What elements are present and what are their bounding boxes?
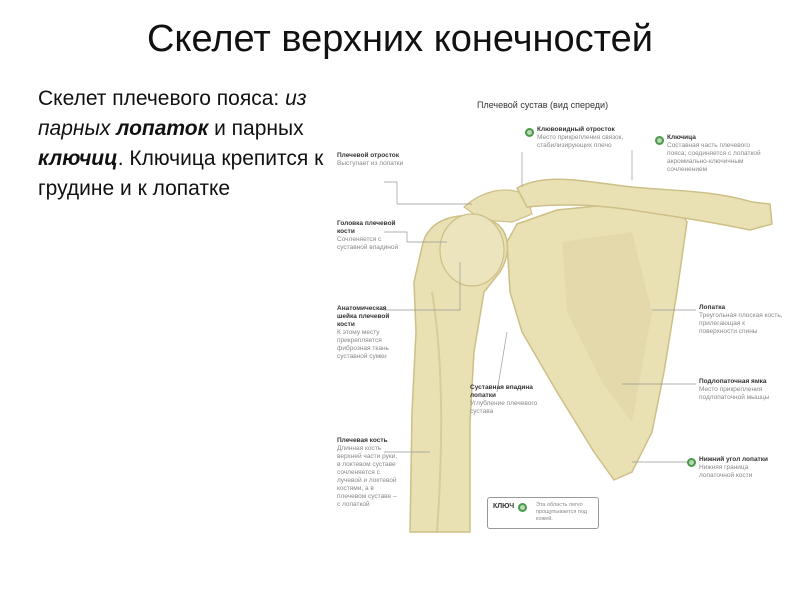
figure-title: Плечевой сустав (вид спереди) xyxy=(477,100,609,110)
label-humeral-head-head: Головка плечевой кости xyxy=(337,220,396,235)
label-subscapular-fossa xyxy=(699,378,784,402)
label-inferior-angle-head: Нижний угол лопатки xyxy=(699,456,768,463)
term-scapula: лопаток xyxy=(116,117,209,140)
text-part: . Ключица крепится к грудине и к лопатке xyxy=(38,147,324,200)
label-anatomical-neck-head: Анатомическая шейка плечевой кости xyxy=(337,305,390,328)
label-anatomical-neck-desc: К этому месту прикрепляется фиброзная ткань суставной сумки xyxy=(337,329,389,360)
label-humeral-head xyxy=(337,220,407,252)
text-emphasis: из парных xyxy=(38,87,307,140)
marker-icon xyxy=(525,128,534,137)
label-acromion xyxy=(337,152,407,168)
label-subscapular-fossa-head: Подлопаточная ямка xyxy=(699,378,767,385)
label-humeral-head-desc: Сочленяется с суставной впадиной xyxy=(337,236,399,251)
label-clavicle-desc: Составная часть плечевого пояса; соединяется с лопаткой акромиально-ключичным сочленением xyxy=(667,142,761,173)
label-glenoid-head: Суставная впадина лопатки xyxy=(470,384,533,399)
label-inferior-angle-desc: Нижняя граница лопаточной кости xyxy=(699,464,753,479)
label-acromion-head: Плечевой отросток xyxy=(337,152,400,159)
slide-title: Скелет верхних конечностей xyxy=(146,18,654,60)
label-anatomical-neck xyxy=(337,305,407,361)
legend-key-label: КЛЮЧ xyxy=(493,503,515,510)
term-clavicle: ключиц xyxy=(38,147,118,170)
marker-icon xyxy=(518,503,527,512)
label-scapula-desc: Треугольная плоская кость, прилегающая к поверхности спины xyxy=(699,312,783,335)
label-humerus xyxy=(337,437,399,509)
label-acromion-desc: Выступает из лопатки xyxy=(337,160,404,167)
legend-key-desc: Эта область легко прощупывается под кожей. xyxy=(536,502,587,522)
label-clavicle-head: Ключица xyxy=(667,134,696,141)
marker-icon xyxy=(687,458,696,467)
shoulder-joint-figure xyxy=(332,92,792,552)
label-humerus-desc: Длинная кость верхней части руки, в локтевом суставе сочленяется с лучевой и локтевой костями, а в плечевом суставе – с лопаткой xyxy=(337,445,398,508)
label-glenoid xyxy=(470,384,540,416)
text-part: и парных xyxy=(208,117,304,140)
label-humerus-head: Плечевая кость xyxy=(337,437,388,444)
text-part: Скелет плечевого пояса: xyxy=(38,87,286,110)
label-inferior-angle xyxy=(699,456,784,480)
label-coracoid-head: Клювовидный отросток xyxy=(537,126,615,133)
humeral-head-shape xyxy=(440,214,504,286)
label-coracoid xyxy=(537,126,632,150)
label-glenoid-desc: Углубление плечевого сустава xyxy=(470,400,538,415)
label-clavicle xyxy=(667,134,762,174)
label-scapula xyxy=(699,304,784,336)
label-scapula-head: Лопатка xyxy=(699,304,726,311)
body-text xyxy=(38,84,328,204)
marker-icon xyxy=(655,136,664,145)
label-subscapular-fossa-desc: Место прикрепления подлопаточной мышцы xyxy=(699,386,770,401)
label-coracoid-desc: Место прикрепления связок, стабилизирующих плечо xyxy=(537,134,624,149)
legend-key xyxy=(487,497,599,529)
